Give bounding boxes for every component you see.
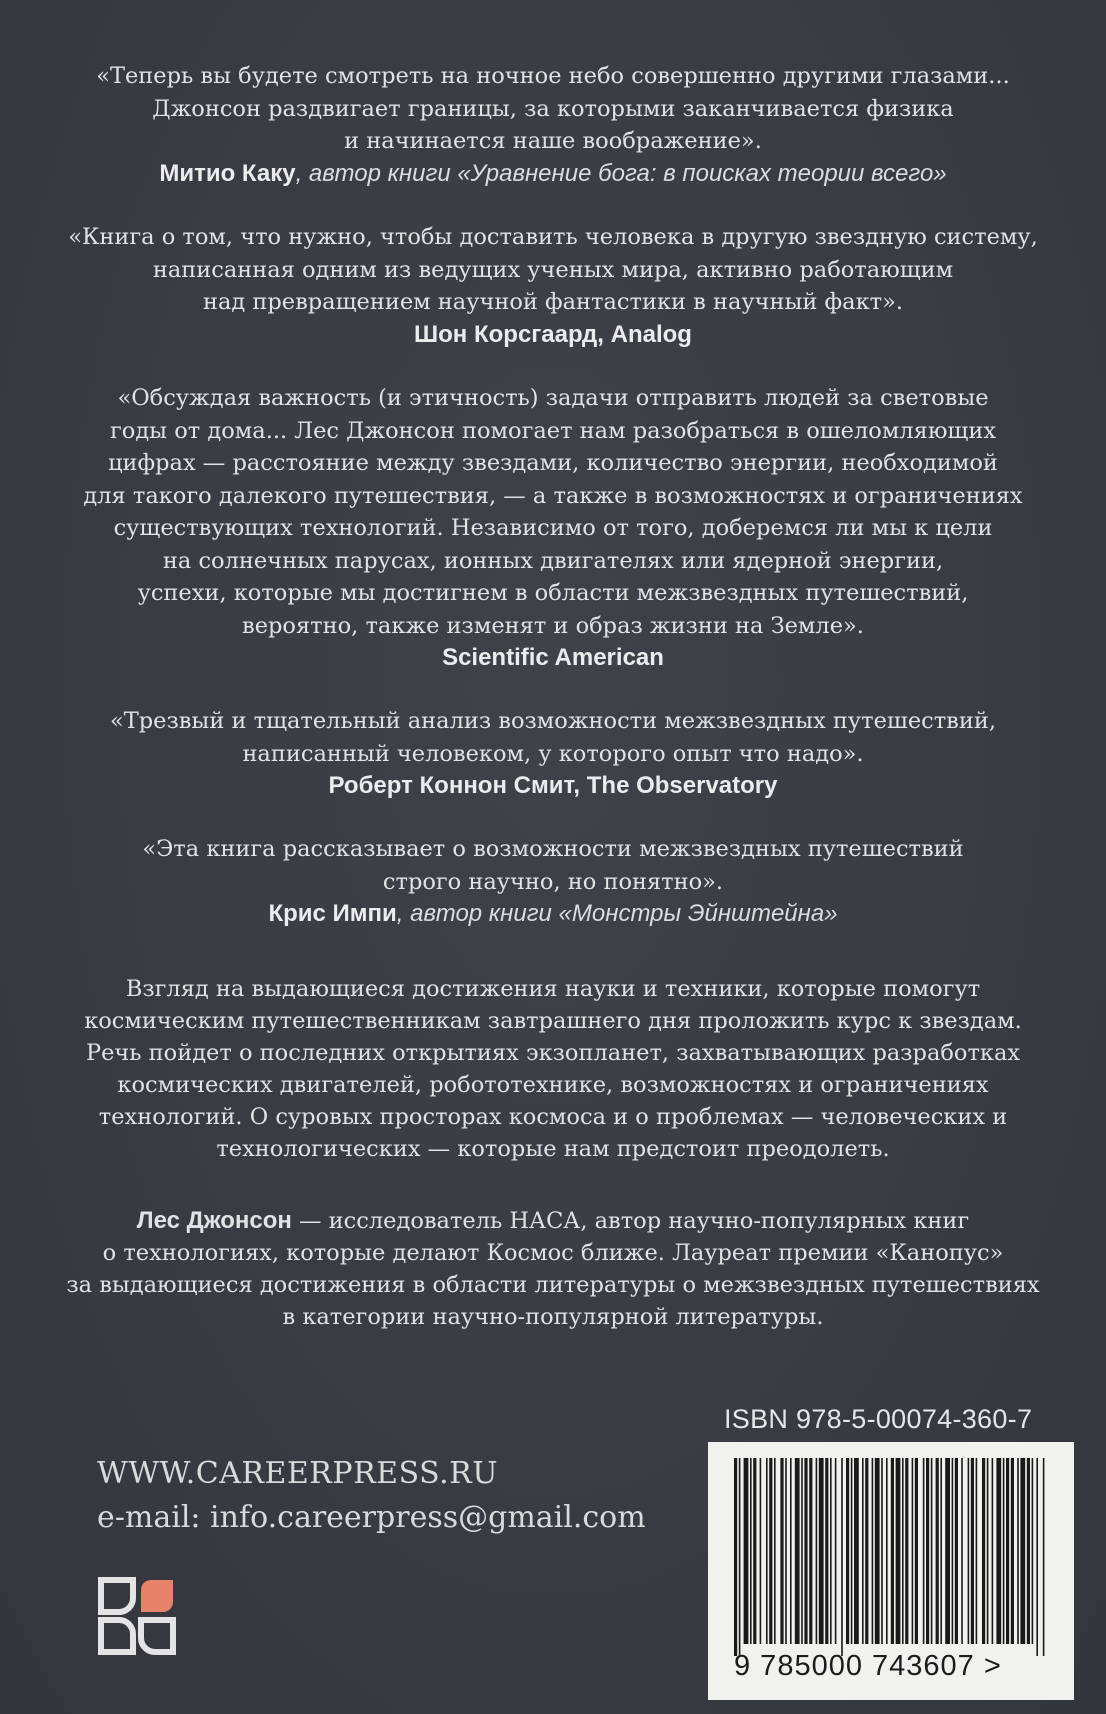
barcode-bar (1017, 1458, 1019, 1644)
quote-line: Джонсон раздвигает границы, за которыми заканчивается физика (152, 95, 954, 122)
barcode-bar (851, 1458, 853, 1644)
barcode-bar (825, 1458, 828, 1644)
barcode-bar (931, 1458, 933, 1644)
barcode-bar (936, 1458, 939, 1644)
quote-attribution (40, 898, 1066, 931)
barcode-bar (915, 1458, 918, 1644)
barcode-bar (875, 1458, 880, 1644)
barcode-bar (881, 1458, 883, 1644)
quote-line: успехи, которые мы достигнем в области межзвездных путешествий, (137, 580, 969, 606)
review-quote-1 (40, 60, 1066, 190)
barcode-bar (896, 1458, 901, 1644)
quote-line: «Книга о том, что нужно, чтобы доставить человека в другую звездную систему, (68, 224, 1038, 250)
quote-line: цифрах — расстояние между звездами, количество энергии, необходимой (108, 450, 998, 476)
quote-author: Крис Импи (268, 900, 397, 927)
barcode-bar (992, 1458, 994, 1644)
quote-line: написанный человеком, у которого опыт что надо». (242, 740, 864, 767)
barcode (708, 1442, 1074, 1700)
barcode-bar (996, 1458, 1001, 1644)
bio-line: о технологиях, которые делают Космос ближе. Лауреат премии «Канопус» (102, 1240, 1004, 1266)
barcode-bar (923, 1458, 925, 1644)
quote-line: «Обсуждая важность (и этичность) задачи отправить людей за световые (117, 385, 989, 411)
barcode-bar (1011, 1458, 1014, 1644)
description-line: Взгляд на выдающиеся достижения науки и техники, которые помогут (125, 976, 981, 1002)
quote-line: для такого далекого путешествия, — а также в возможностях и ограничениях (83, 482, 1023, 509)
review-quote-3 (40, 382, 1066, 675)
barcode-bar (801, 1458, 803, 1644)
quote-line: и начинается наше воображение». (344, 128, 762, 154)
barcode-bar (795, 1458, 800, 1644)
barcode-bar (926, 1458, 929, 1644)
barcode-bar (905, 1458, 908, 1644)
quote-attribution (40, 158, 1066, 191)
barcode-bar (1032, 1458, 1034, 1644)
barcode-bar (766, 1458, 768, 1644)
isbn-text: ISBN 978-5-00074-360-7 (724, 1404, 1033, 1434)
bio-line: в категории научно-популярной литературы. (282, 1304, 824, 1330)
barcode-bar (961, 1458, 963, 1644)
description-line: технологий. О суровых просторах космоса и о проблемах — человеческих и (98, 1104, 1008, 1130)
barcode-bar (769, 1458, 772, 1644)
publisher-logo-icon (97, 1576, 177, 1656)
author-bio (40, 1205, 1066, 1333)
barcode-bar (862, 1458, 864, 1644)
description-line: космическим путешественникам завтрашнего дня проложить курс к звездам. (84, 1008, 1022, 1034)
barcode-bar (872, 1458, 874, 1644)
barcode-bar (846, 1458, 849, 1644)
barcode-bar (841, 1458, 843, 1656)
quote-line: «Эта книга рассказывает о возможности межзвездных путешествий (142, 836, 964, 862)
quote-attribution (40, 770, 1066, 803)
quote-line: годы от дома... Лес Джонсон помогает нам разобраться в ошеломляющих (109, 417, 997, 444)
bio-line: за выдающиеся достижения в области литературы о межзвездных путешествиях (66, 1272, 1040, 1298)
barcode-bar (854, 1458, 859, 1644)
book-description (40, 973, 1066, 1165)
barcode-bar (952, 1458, 954, 1644)
barcode-bar (774, 1458, 776, 1644)
bio-first-line-text: — исследователь НАСА, автор научно-популярных книг (291, 1208, 970, 1234)
bio-line (40, 1205, 1066, 1237)
barcode-bar (753, 1458, 756, 1644)
barcode-bar (1003, 1458, 1005, 1644)
barcode-bar (976, 1458, 978, 1644)
barcode-bar (785, 1458, 787, 1644)
barcode-bar (734, 1458, 737, 1656)
quote-line: существующих технологий. Независимо от того, доберемся ли мы к цели (113, 515, 993, 541)
quote-author: Роберт Коннон Смит, The Observatory (328, 772, 778, 799)
quote-attribution (40, 642, 1066, 675)
barcode-bar (968, 1458, 970, 1644)
barcode-bar (982, 1458, 985, 1644)
publisher-email: e-mail: info.careerpress@gmail.com (97, 1500, 646, 1535)
barcode-bar (987, 1458, 989, 1644)
barcode-bar (1036, 1458, 1038, 1656)
quote-author: Scientific American (442, 644, 664, 671)
barcode-bar (835, 1458, 837, 1644)
barcode-bar (891, 1458, 894, 1644)
barcode-bar (865, 1458, 868, 1644)
quote-author: Шон Корсгаард, Analog (414, 320, 692, 348)
barcode-bar (804, 1458, 807, 1644)
barcode-bar (902, 1458, 904, 1644)
quote-source: , автор книги «Монстры Эйнштейна» (396, 900, 838, 927)
barcode-bar (830, 1458, 832, 1644)
description-line: технологических — которые нам предстоит преодолеть. (216, 1136, 890, 1162)
barcode-bar (739, 1458, 741, 1656)
description-line: космических двигателей, робототехнике, возможностях и ограничениях (117, 1072, 989, 1098)
quote-line: над превращением научной фантастики в научный факт». (202, 289, 904, 315)
barcode-bar (886, 1458, 888, 1644)
quote-line: строго научно, но понятно». (382, 868, 724, 895)
quote-line: «Трезвый и тщательный анализ возможности межзвездных путешествий, (109, 708, 996, 734)
description-line: Речь пойдет о последних открытиях экзопланет, захватывающих разработках (85, 1040, 1021, 1066)
publisher-website: WWW.CAREERPRESS.RU (97, 1456, 498, 1491)
quote-line: на солнечных парусах, ионных двигателях или ядерной энергии, (162, 547, 944, 574)
quote-line: написанная одним из ведущих ученых мира, активно работающим (152, 256, 954, 283)
barcode-bar (945, 1458, 950, 1644)
quote-attribution (40, 319, 1066, 352)
barcode-bar (1027, 1458, 1030, 1644)
barcode-bar (780, 1458, 783, 1644)
barcode-bar (1006, 1458, 1009, 1644)
barcode-bar (912, 1458, 914, 1644)
barcode-bar (816, 1458, 818, 1644)
barcode-digits: 9 785000 743607 > (734, 1650, 1002, 1682)
barcode-bar (744, 1458, 749, 1644)
barcode-bar (750, 1458, 752, 1644)
review-quote-2 (40, 221, 1066, 351)
barcode-bar (790, 1458, 792, 1644)
quote-line: «Теперь вы будете смотреть на ночное небо совершенно другими глазами... (96, 63, 1010, 89)
quote-line: вероятно, также изменят и образ жизни на Земле». (242, 612, 864, 639)
barcode-bars (730, 1458, 1052, 1656)
barcode-bar (971, 1458, 974, 1644)
review-quote-4 (40, 705, 1066, 803)
barcode-bar (760, 1458, 762, 1644)
review-quote-5 (40, 833, 1066, 931)
barcode-bar (1020, 1458, 1025, 1644)
barcode-bar (819, 1458, 824, 1644)
barcode-bar (940, 1458, 942, 1644)
barcode-bar (955, 1458, 958, 1644)
quote-source: , автор книги «Уравнение бога: в поисках теории всего» (295, 159, 947, 187)
barcode-bar (1043, 1458, 1045, 1656)
quote-author: Митио Каку (159, 159, 296, 187)
barcode-bar (809, 1458, 812, 1644)
author-name: Лес Джонсон (136, 1207, 292, 1234)
